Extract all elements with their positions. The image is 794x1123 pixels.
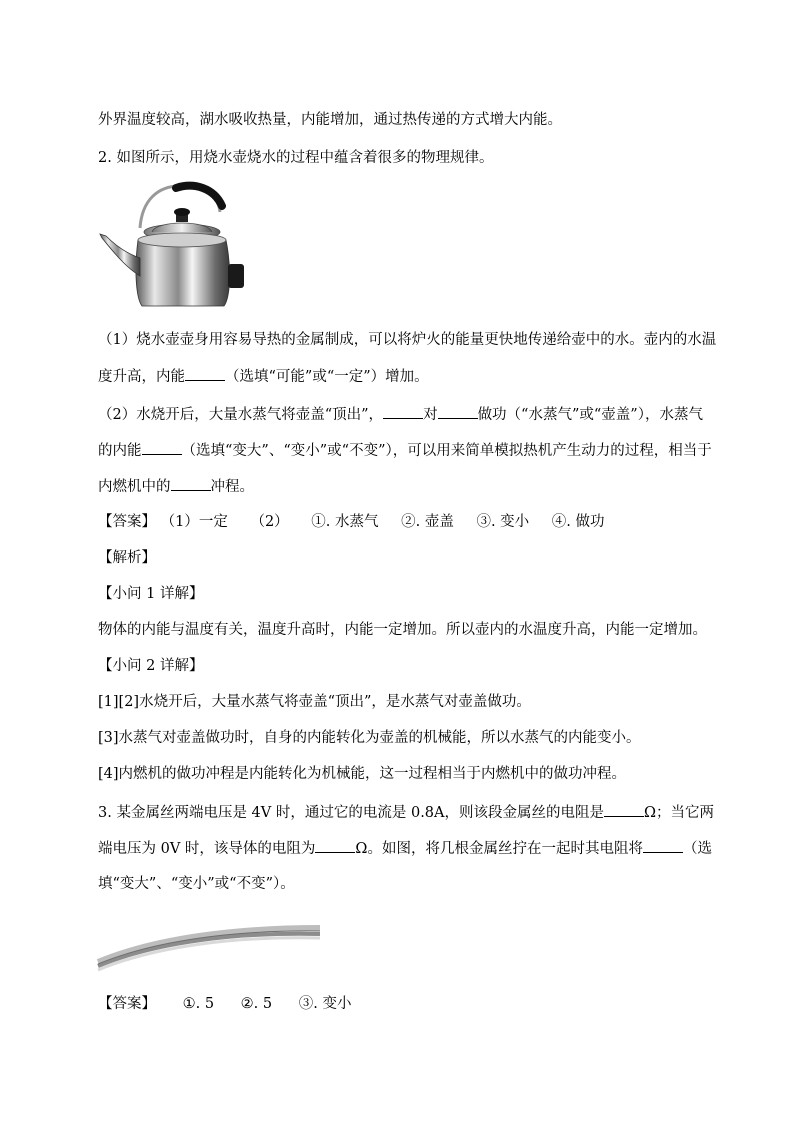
answer-blank	[604, 802, 644, 817]
question-2-title: 2. 如图所示，用烧水壶烧水的过程中蕴含着很多的物理规律。	[98, 150, 494, 166]
answer-label: 【答案】	[98, 514, 156, 530]
text-segment: Ω。如图，将几根金属丝拧在一起时其电阻将	[355, 841, 643, 857]
answer-line	[98, 512, 623, 532]
answer-blank	[643, 838, 683, 853]
sub-question-2-text: [3]水蒸气对壶盖做功时，自身的内能转化为壶盖的机械能，所以水蒸气的内能变小。	[98, 730, 641, 746]
answer-item: ②. 5	[240, 996, 273, 1012]
question-2-part1-line1: （1）烧水壶壶身用容易导热的金属制成，可以将炉火的能量更快地传递给壶中的水。壶内的水温	[98, 332, 717, 348]
analysis-label: 【解析】	[98, 550, 156, 566]
answer-label: 【答案】	[98, 996, 156, 1012]
sub-question-1-text: 物体的内能与温度有关，温度升高时，内能一定增加。所以壶内的水温度升高，内能一定增加。	[98, 622, 707, 638]
text-segment: 端电压为 0V 时，该导体的电阻为	[98, 841, 316, 857]
sub-question-2-text: [4]内燃机的做功冲程是内能转化为机械能，这一过程相当于内燃机中的做功冲程。	[98, 766, 627, 782]
text-segment: （选填“可能”或“一定”）增加。	[225, 369, 429, 385]
sub-question-2-label: 【小问 2 详解】	[98, 658, 204, 674]
answer-item: （2）	[250, 514, 289, 530]
text-line: 外界温度较高，湖水吸收热量，内能增加，通过热传递的方式增大内能。	[98, 112, 562, 128]
answer-item: （1）一定	[160, 514, 228, 530]
text-segment: （2）水烧开后，大量水蒸气将壶盖“顶出”，	[98, 407, 384, 423]
text-segment: 对	[423, 407, 438, 423]
answer-item: ③. 变小	[298, 996, 352, 1012]
question-2-part2-line2	[98, 440, 712, 461]
text-segment: 3. 某金属丝两端电压是 4V 时，通过它的电流是 0.8A，则该段金属丝的电阻是	[98, 805, 604, 821]
answer-item: ①. 5	[182, 996, 215, 1012]
answer-line-2	[98, 994, 369, 1014]
text-segment: 度升高，内能	[98, 369, 185, 385]
text-segment: （选	[682, 841, 712, 857]
answer-item: ③. 变小	[476, 514, 530, 530]
question-2-part2-line1	[98, 404, 703, 425]
question-3-line2	[98, 838, 712, 859]
text-segment: 做功（“水蒸气”或“壶盖”），水蒸气	[477, 407, 703, 423]
sub-question-1-label: 【小问 1 详解】	[98, 586, 204, 602]
answer-item: ②. 壶盖	[401, 514, 454, 530]
question-2-part1-line2	[98, 366, 429, 387]
answer-item: ①. 水蒸气	[311, 514, 379, 530]
question-2-part2-line3	[98, 476, 254, 497]
text-segment: 冲程。	[210, 479, 254, 495]
answer-blank	[142, 440, 182, 455]
sub-question-2-text: [1][2]水烧开后，大量水蒸气将壶盖“顶出”，是水蒸气对壶盖做功。	[98, 694, 531, 710]
wire-image	[96, 918, 324, 974]
answer-blank	[315, 838, 355, 853]
answer-blank	[171, 476, 211, 491]
kettle-image	[98, 180, 250, 312]
text-segment: Ω；当它两	[644, 805, 715, 821]
text-segment: 的内能	[98, 443, 142, 459]
answer-blank	[438, 404, 478, 419]
text-segment: （选填“变大”、“变小”或“不变”），可以用来简单模拟热机产生动力的过程，相当于	[181, 443, 712, 459]
question-3-line1	[98, 802, 714, 823]
answer-blank	[383, 404, 423, 419]
answer-item: ④. 做功	[551, 514, 605, 530]
text-segment: 内燃机中的	[98, 479, 171, 495]
answer-blank	[185, 366, 225, 381]
question-3-line3: 填“变大”、“变小”或“不变”）。	[98, 876, 295, 892]
